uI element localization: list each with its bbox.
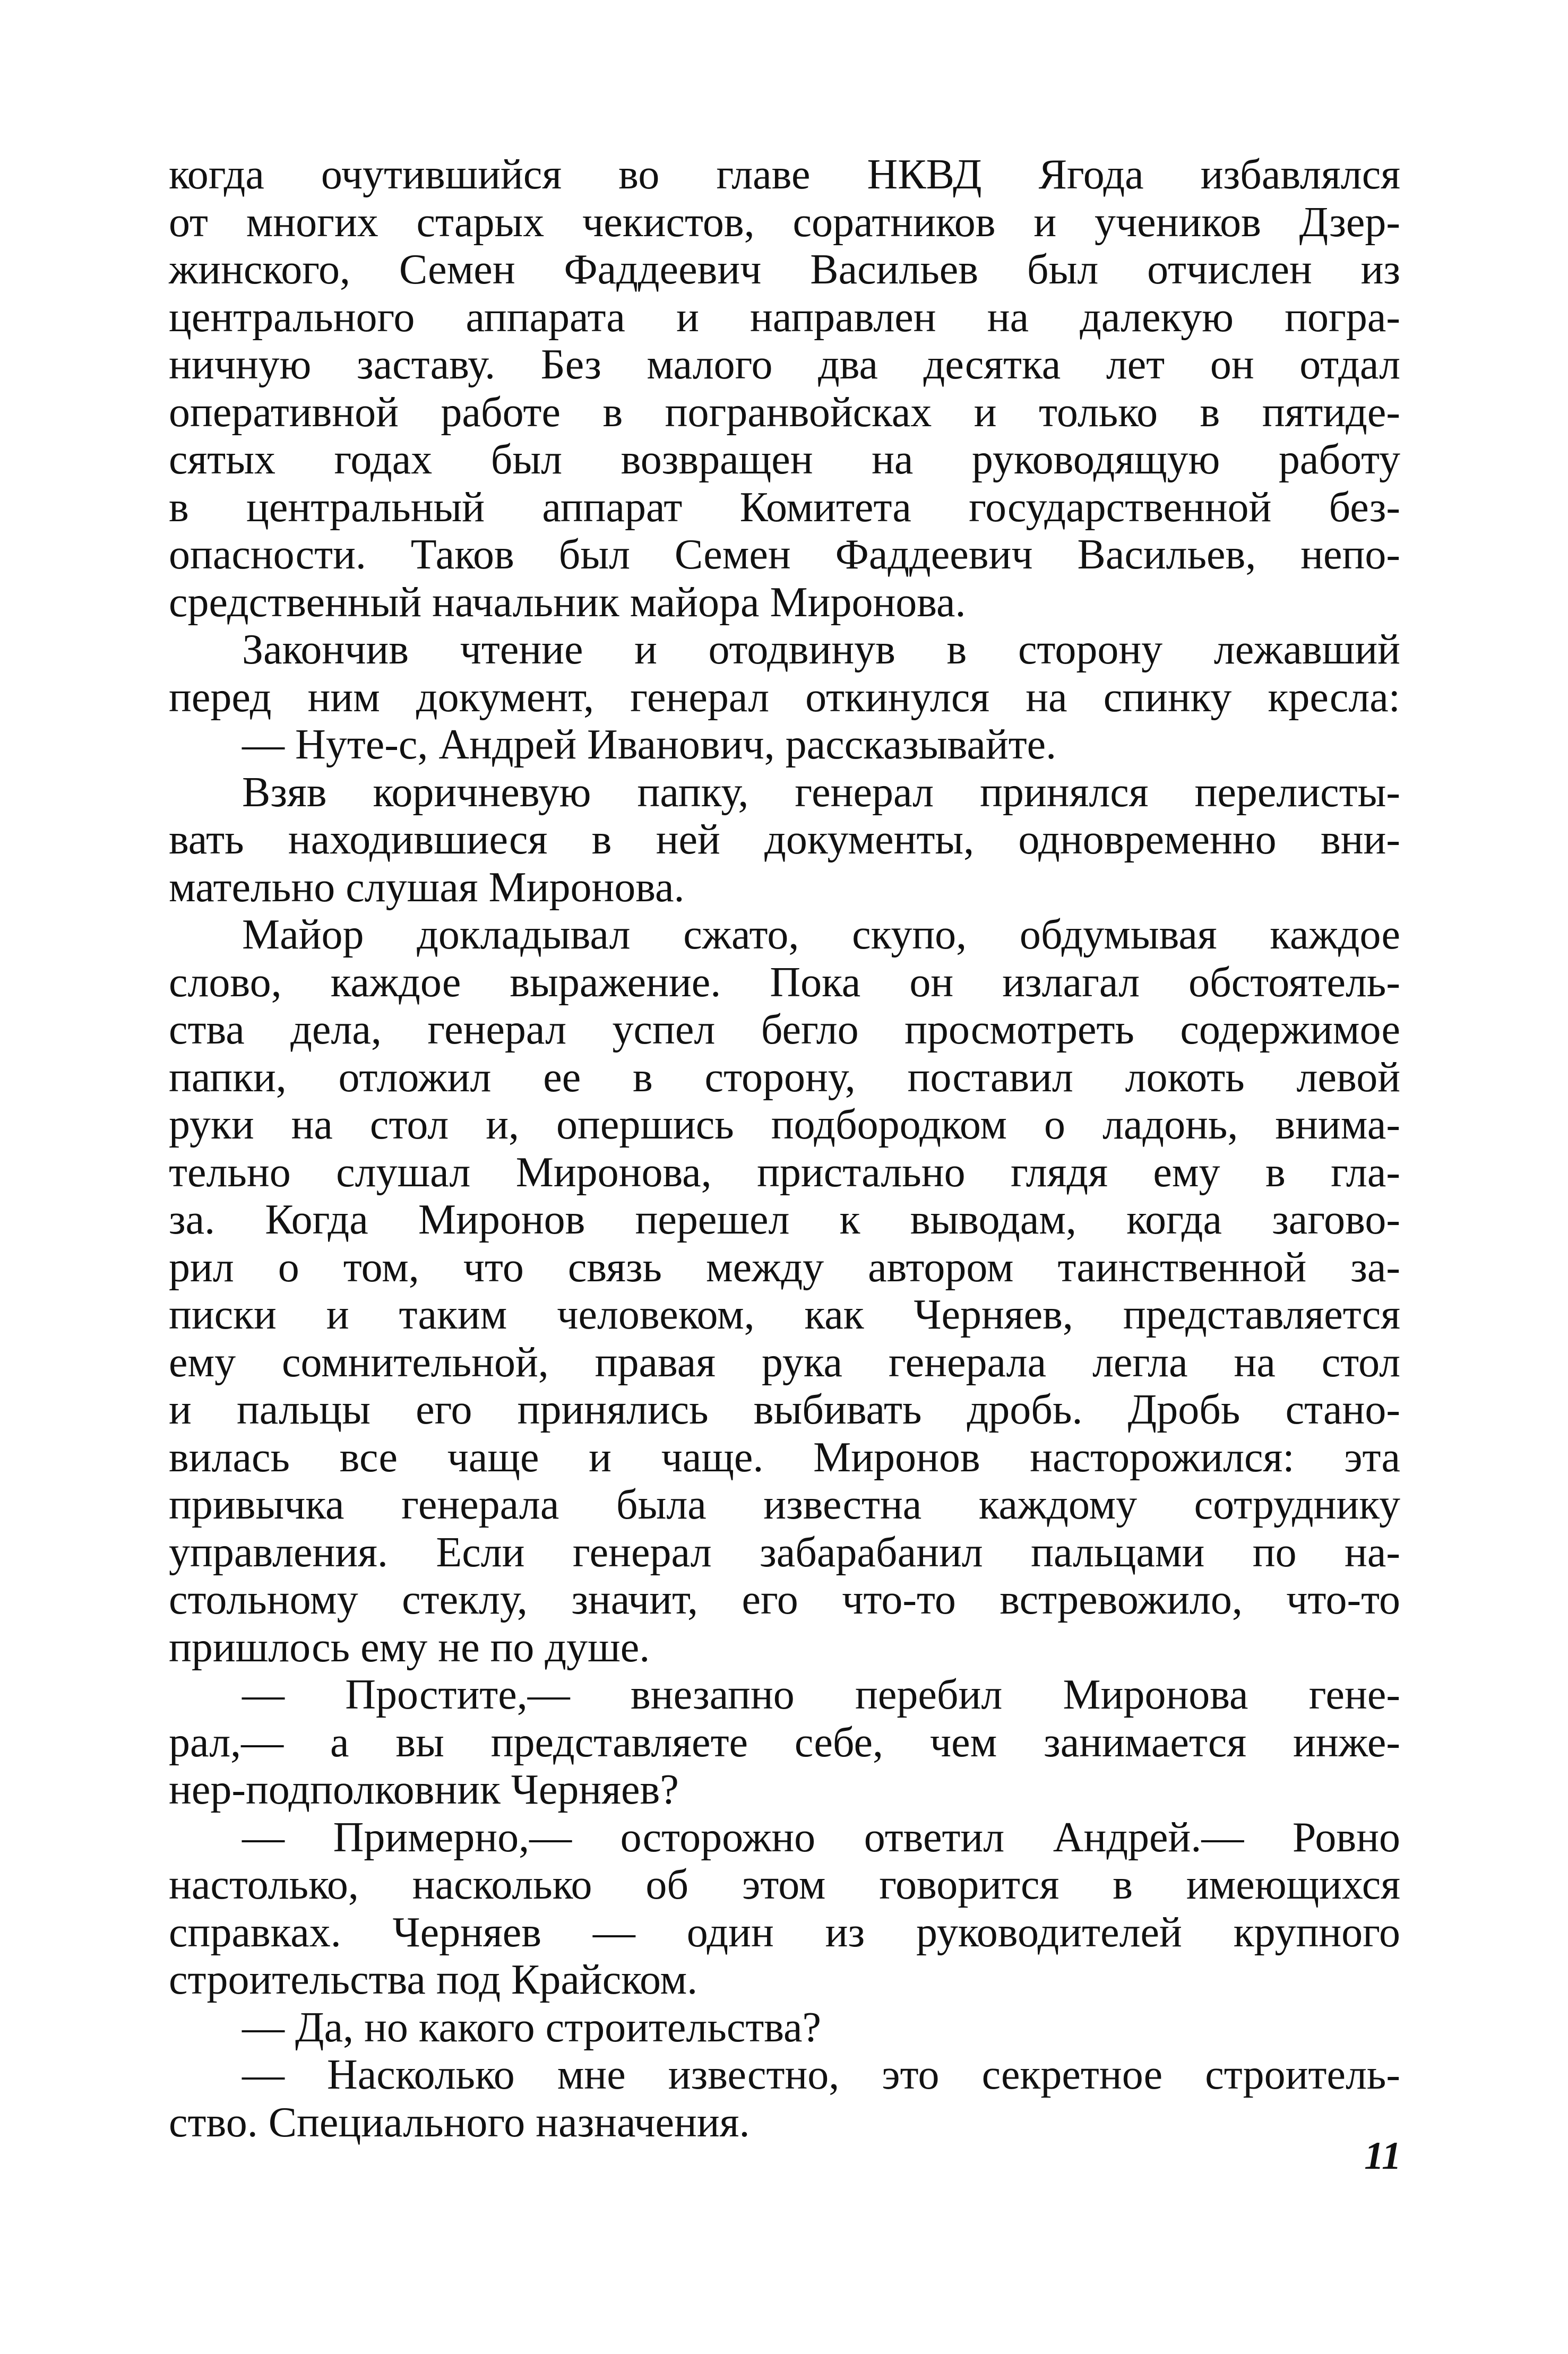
text-line: центрального аппарата и направлен на далекую погра- — [169, 294, 1400, 341]
text-line: рал,— а вы представляете себе, чем занимается инже- — [169, 1719, 1400, 1766]
text-line: нер-подполковник Черняев? — [169, 1766, 679, 1813]
page-number: 11 — [1364, 2134, 1401, 2178]
body-text — [169, 151, 1400, 2146]
text-line: пришлось ему не по душе. — [169, 1624, 650, 1671]
text-line: справках. Черняев — один из руководителей крупного — [169, 1909, 1400, 1956]
text-line: оперативной работе в погранвойсках и только в пятиде- — [169, 389, 1400, 436]
text-line: сятых годах был возвращен на руководящую работу — [169, 436, 1400, 483]
text-line: мательно слушая Миронова. — [169, 864, 685, 911]
text-line: за. Когда Миронов перешел к выводам, когда загово- — [169, 1196, 1400, 1243]
text-line: строительства под Крайском. — [169, 1956, 698, 2003]
text-line: ство. Специального назначения. — [169, 2099, 750, 2146]
text-line: вать находившиеся в ней документы, одновременно вни- — [169, 816, 1400, 863]
text-line: Майор докладывал сжато, скупо, обдумывая каждое — [242, 911, 1400, 958]
text-line: от многих старых чекистов, соратников и учеников Дзер- — [169, 199, 1400, 246]
text-line: — Насколько мне известно, это секретное строитель- — [242, 2051, 1400, 2098]
text-line: средственный начальник майора Миронова. — [169, 579, 966, 626]
text-line: — Нуте-с, Андрей Иванович, рассказывайте. — [242, 721, 1057, 768]
text-line: — Да, но какого строительства? — [242, 2004, 822, 2051]
text-line: опасности. Таков был Семен Фаддеевич Васильев, непо- — [169, 531, 1400, 578]
text-line: стольному стеклу, значит, его что-то встревожило, что-то — [169, 1576, 1400, 1623]
text-line: — Примерно,— осторожно ответил Андрей.— Ровно — [242, 1814, 1400, 1861]
text-line: Взяв коричневую папку, генерал принялся перелисты- — [242, 769, 1400, 816]
text-line: жинского, Семен Фаддеевич Васильев был отчислен из — [169, 246, 1400, 293]
text-line: ничную заставу. Без малого два десятка лет он отдал — [169, 341, 1400, 388]
text-line: ства дела, генерал успел бегло просмотреть содержимое — [169, 1006, 1400, 1053]
text-line: когда очутившийся во главе НКВД Ягода избавлялся — [169, 151, 1400, 198]
text-line: тельно слушал Миронова, пристально глядя ему в гла- — [169, 1149, 1400, 1196]
text-line: перед ним документ, генерал откинулся на спинку кресла: — [169, 674, 1400, 721]
text-line: слово, каждое выражение. Пока он излагал обстоятель- — [169, 959, 1400, 1006]
text-line: вилась все чаще и чаще. Миронов насторожился: эта — [169, 1434, 1400, 1481]
text-line: ему сомнительной, правая рука генерала легла на стол — [169, 1339, 1400, 1386]
text-line: руки на стол и, опершись подбородком о ладонь, внима- — [169, 1101, 1400, 1148]
text-line: рил о том, что связь между автором таинственной за- — [169, 1244, 1400, 1291]
text-line: папки, отложил ее в сторону, поставил локоть левой — [169, 1054, 1400, 1101]
text-line: настолько, насколько об этом говорится в имеющихся — [169, 1861, 1400, 1908]
text-line: привычка генерала была известна каждому сотруднику — [169, 1481, 1400, 1528]
text-line: Закончив чтение и отодвинув в сторону лежавший — [242, 626, 1400, 673]
text-line: и пальцы его принялись выбивать дробь. Дробь стано- — [169, 1386, 1400, 1433]
text-line: — Простите,— внезапно перебил Миронова гене- — [242, 1671, 1400, 1718]
text-line: в центральный аппарат Комитета государственной без- — [169, 484, 1400, 531]
text-line: управления. Если генерал забарабанил пальцами по на- — [169, 1529, 1400, 1576]
text-line: писки и таким человеком, как Черняев, представляется — [169, 1291, 1400, 1338]
